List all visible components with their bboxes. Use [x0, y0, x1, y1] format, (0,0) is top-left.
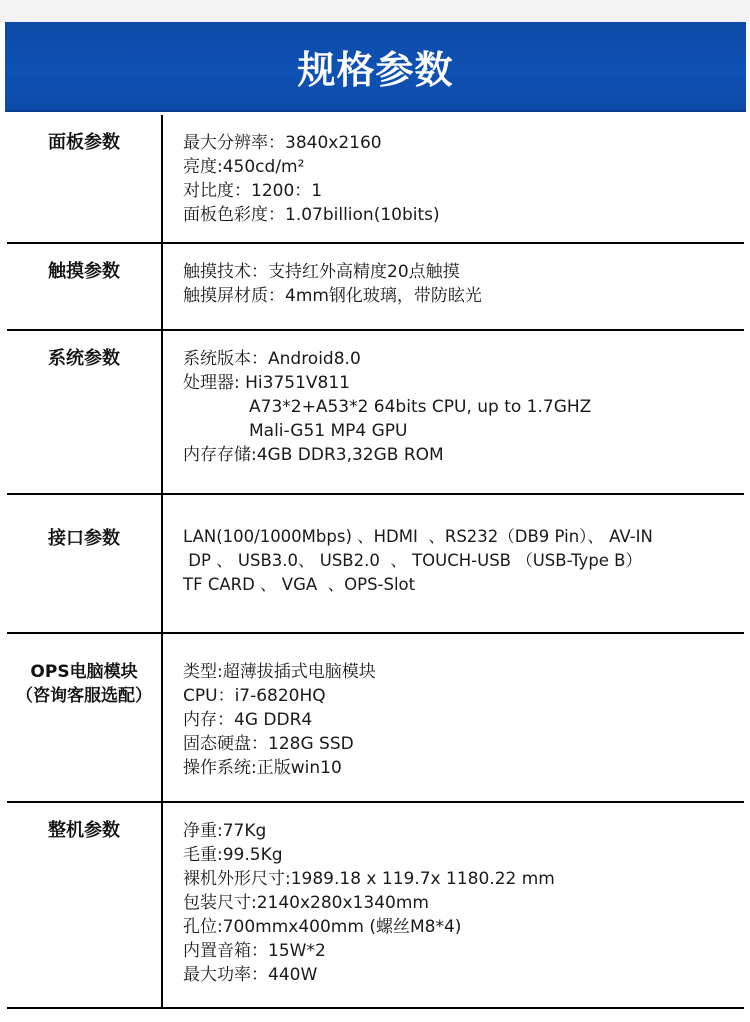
- spec-line: 处理器: Hi3751V811: [183, 373, 350, 393]
- spec-table: [7, 115, 744, 1009]
- spec-row-panel: [7, 115, 744, 243]
- spec-line: 亮度:450cd/m²: [183, 157, 305, 177]
- spec-label-cell: [7, 494, 162, 633]
- header-banner: [5, 22, 746, 112]
- spec-line: TF CARD 、 VGA 、OPS-Slot: [183, 575, 416, 594]
- spec-line: 面板色彩度：1.07billion(10bits): [183, 205, 440, 225]
- spec-line: LAN(100/1000Mbps) 、HDMI 、RS232（DB9 Pin）、 AV-IN: [183, 527, 653, 546]
- spec-line: 包装尺寸:2140x280x1340mm: [183, 893, 429, 913]
- spec-line: 对比度：1200：1: [183, 181, 323, 201]
- spec-value-cell: [162, 115, 744, 243]
- spec-line: A73*2+A53*2 64bits CPU, up to 1.7GHZ: [249, 397, 592, 417]
- spec-value-cell: [162, 802, 744, 1008]
- spec-label: 触摸参数: [48, 261, 120, 282]
- spec-value-cell: [162, 633, 744, 802]
- spec-label: 整机参数: [48, 820, 120, 841]
- page-title: 规格参数: [297, 47, 454, 92]
- spec-label-cell: [7, 330, 162, 494]
- page-top-band: [0, 0, 750, 22]
- spec-line: DP 、 USB3.0、 USB2.0 、 TOUCH-USB （USB-Type B）: [183, 551, 643, 570]
- spec-row-machine: [7, 802, 744, 1008]
- spec-label-cell: [7, 115, 162, 243]
- spec-value-cell: [162, 243, 744, 330]
- spec-value-cell: [162, 330, 744, 494]
- spec-label-note: （咨询客服选配）: [16, 686, 152, 706]
- spec-line: 操作系统:正版win10: [183, 758, 342, 778]
- spec-line: 触摸技术：支持红外高精度20点触摸: [183, 262, 460, 282]
- spec-line: 最大功率：440W: [183, 965, 318, 985]
- spec-line: 净重:77Kg: [183, 821, 267, 841]
- spec-line: 裸机外形尺寸:1989.18 x 119.7x 1180.22 mm: [183, 869, 555, 889]
- spec-label: OPS电脑模块: [30, 662, 138, 682]
- spec-label-cell: [7, 633, 162, 802]
- spec-row-touch: [7, 243, 744, 330]
- spec-value-cell: [162, 494, 744, 633]
- spec-label-cell: [7, 802, 162, 1008]
- spec-label: 面板参数: [48, 132, 120, 153]
- spec-line: 内存存储:4GB DDR3,32GB ROM: [183, 445, 444, 465]
- spec-row-system: [7, 330, 744, 494]
- spec-line: 内存：4G DDR4: [183, 710, 313, 730]
- spec-label-cell: [7, 243, 162, 330]
- spec-line: Mali-G51 MP4 GPU: [249, 421, 408, 441]
- spec-line: 孔位:700mmx400mm (螺丝M8*4): [183, 917, 462, 937]
- spec-label: 接口参数: [48, 528, 120, 549]
- spec-row-interface: [7, 494, 744, 633]
- spec-line: 内置音箱：15W*2: [183, 941, 326, 961]
- spec-row-ops: [7, 633, 744, 802]
- spec-line: 系统版本：Android8.0: [183, 349, 361, 369]
- spec-line: 最大分辨率：3840x2160: [183, 133, 382, 153]
- spec-label: 系统参数: [48, 348, 120, 369]
- spec-line: 毛重:99.5Kg: [183, 845, 283, 865]
- spec-line: 触摸屏材质：4mm钢化玻璃，带防眩光: [183, 286, 482, 306]
- spec-line: 类型:超薄拔插式电脑模块: [183, 662, 376, 682]
- spec-line: 固态硬盘：128G SSD: [183, 734, 354, 754]
- spec-line: CPU：i7-6820HQ: [183, 686, 326, 706]
